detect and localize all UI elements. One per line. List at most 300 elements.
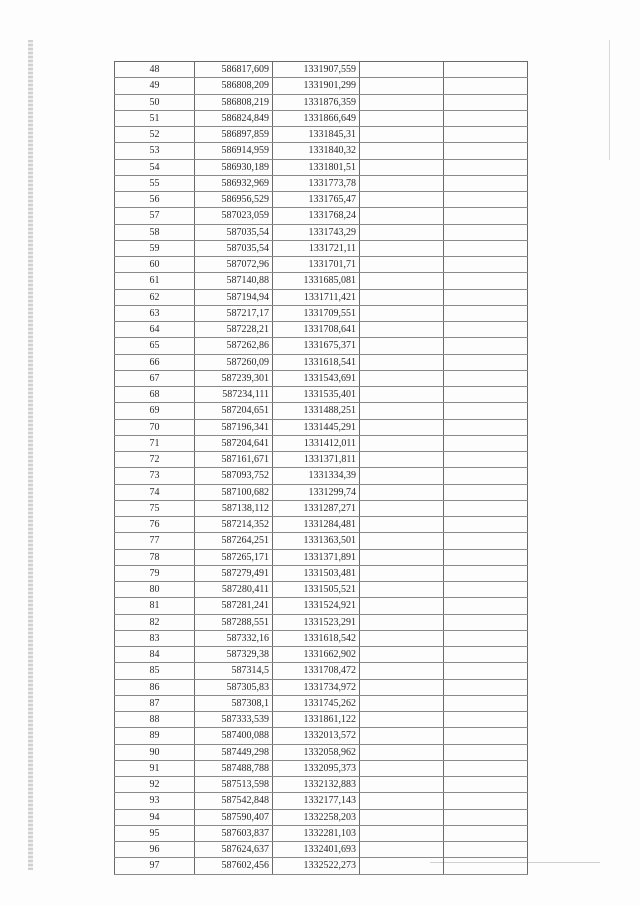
x-coordinate-cell: 587308,1 xyxy=(195,695,273,711)
empty-cell xyxy=(360,159,444,175)
point-number-cell: 73 xyxy=(115,468,195,484)
x-coordinate-cell: 586932,969 xyxy=(195,175,273,191)
y-coordinate-cell: 1331503,481 xyxy=(273,565,360,581)
empty-cell xyxy=(444,533,528,549)
point-number-cell: 96 xyxy=(115,842,195,858)
point-number-cell: 97 xyxy=(115,858,195,874)
y-coordinate-cell: 1331701,71 xyxy=(273,257,360,273)
x-coordinate-cell: 587072,96 xyxy=(195,257,273,273)
y-coordinate-cell: 1331524,921 xyxy=(273,598,360,614)
empty-cell xyxy=(360,728,444,744)
x-coordinate-cell: 587264,251 xyxy=(195,533,273,549)
empty-cell xyxy=(444,695,528,711)
point-number-cell: 95 xyxy=(115,825,195,841)
empty-cell xyxy=(360,338,444,354)
table-row xyxy=(115,257,528,273)
point-number-cell: 94 xyxy=(115,809,195,825)
y-coordinate-cell: 1331743,29 xyxy=(273,224,360,240)
point-number-cell: 53 xyxy=(115,143,195,159)
x-coordinate-cell: 587288,551 xyxy=(195,614,273,630)
table-row xyxy=(115,484,528,500)
empty-cell xyxy=(444,468,528,484)
table-row xyxy=(115,94,528,110)
y-coordinate-cell: 1331618,541 xyxy=(273,354,360,370)
table-row xyxy=(115,614,528,630)
table-row xyxy=(115,403,528,419)
point-number-cell: 77 xyxy=(115,533,195,549)
point-number-cell: 63 xyxy=(115,305,195,321)
point-number-cell: 74 xyxy=(115,484,195,500)
empty-cell xyxy=(360,289,444,305)
y-coordinate-cell: 1331618,542 xyxy=(273,630,360,646)
empty-cell xyxy=(444,419,528,435)
x-coordinate-cell: 587161,671 xyxy=(195,452,273,468)
table-row xyxy=(115,565,528,581)
empty-cell xyxy=(360,484,444,500)
empty-cell xyxy=(444,62,528,78)
table-row xyxy=(115,695,528,711)
x-coordinate-cell: 587100,682 xyxy=(195,484,273,500)
x-coordinate-cell: 587138,112 xyxy=(195,500,273,516)
empty-cell xyxy=(444,630,528,646)
table-row xyxy=(115,322,528,338)
empty-cell xyxy=(360,435,444,451)
empty-cell xyxy=(444,679,528,695)
x-coordinate-cell: 587513,598 xyxy=(195,777,273,793)
empty-cell xyxy=(360,468,444,484)
x-coordinate-cell: 586897,859 xyxy=(195,127,273,143)
empty-cell xyxy=(360,403,444,419)
x-coordinate-cell: 587400,088 xyxy=(195,728,273,744)
empty-cell xyxy=(444,78,528,94)
empty-cell xyxy=(444,728,528,744)
y-coordinate-cell: 1331866,649 xyxy=(273,110,360,126)
y-coordinate-cell: 1331721,11 xyxy=(273,240,360,256)
table-row xyxy=(115,127,528,143)
table-row xyxy=(115,549,528,565)
table-row xyxy=(115,387,528,403)
point-number-cell: 55 xyxy=(115,175,195,191)
y-coordinate-cell: 1331907,559 xyxy=(273,62,360,78)
point-number-cell: 87 xyxy=(115,695,195,711)
point-number-cell: 67 xyxy=(115,370,195,386)
x-coordinate-cell: 587449,298 xyxy=(195,744,273,760)
empty-cell xyxy=(444,289,528,305)
point-number-cell: 61 xyxy=(115,273,195,289)
empty-cell xyxy=(444,484,528,500)
table-row xyxy=(115,598,528,614)
empty-cell xyxy=(360,387,444,403)
empty-cell xyxy=(444,760,528,776)
point-number-cell: 58 xyxy=(115,224,195,240)
y-coordinate-cell: 1331675,371 xyxy=(273,338,360,354)
table-row xyxy=(115,760,528,776)
empty-cell xyxy=(444,809,528,825)
y-coordinate-cell: 1331840,32 xyxy=(273,143,360,159)
table-row xyxy=(115,159,528,175)
table-row xyxy=(115,419,528,435)
empty-cell xyxy=(360,809,444,825)
x-coordinate-cell: 586914,959 xyxy=(195,143,273,159)
empty-cell xyxy=(360,305,444,321)
table-row xyxy=(115,354,528,370)
y-coordinate-cell: 1331488,251 xyxy=(273,403,360,419)
table-row xyxy=(115,663,528,679)
point-number-cell: 91 xyxy=(115,760,195,776)
empty-cell xyxy=(360,192,444,208)
y-coordinate-cell: 1332177,143 xyxy=(273,793,360,809)
table-row xyxy=(115,809,528,825)
point-number-cell: 48 xyxy=(115,62,195,78)
point-number-cell: 90 xyxy=(115,744,195,760)
table-row xyxy=(115,289,528,305)
empty-cell xyxy=(360,110,444,126)
x-coordinate-cell: 587590,407 xyxy=(195,809,273,825)
empty-cell xyxy=(360,257,444,273)
table-row xyxy=(115,78,528,94)
y-coordinate-cell: 1331662,902 xyxy=(273,647,360,663)
empty-cell xyxy=(360,208,444,224)
y-coordinate-cell: 1331876,359 xyxy=(273,94,360,110)
y-coordinate-cell: 1331284,481 xyxy=(273,517,360,533)
empty-cell xyxy=(360,354,444,370)
x-coordinate-cell: 586817,609 xyxy=(195,62,273,78)
point-number-cell: 59 xyxy=(115,240,195,256)
point-number-cell: 52 xyxy=(115,127,195,143)
table-row xyxy=(115,240,528,256)
point-number-cell: 49 xyxy=(115,78,195,94)
table-row xyxy=(115,630,528,646)
coordinates-table xyxy=(114,61,528,875)
point-number-cell: 82 xyxy=(115,614,195,630)
table-row xyxy=(115,305,528,321)
y-coordinate-cell: 1331287,271 xyxy=(273,500,360,516)
empty-cell xyxy=(444,192,528,208)
empty-cell xyxy=(360,94,444,110)
table-row xyxy=(115,224,528,240)
empty-cell xyxy=(444,273,528,289)
empty-cell xyxy=(360,695,444,711)
table-row xyxy=(115,452,528,468)
x-coordinate-cell: 587228,21 xyxy=(195,322,273,338)
point-number-cell: 88 xyxy=(115,712,195,728)
x-coordinate-cell: 587196,341 xyxy=(195,419,273,435)
table-row xyxy=(115,728,528,744)
empty-cell xyxy=(444,208,528,224)
y-coordinate-cell: 1331765,47 xyxy=(273,192,360,208)
point-number-cell: 54 xyxy=(115,159,195,175)
empty-cell xyxy=(360,500,444,516)
empty-cell xyxy=(360,598,444,614)
table-row xyxy=(115,468,528,484)
x-coordinate-cell: 587332,16 xyxy=(195,630,273,646)
empty-cell xyxy=(360,663,444,679)
point-number-cell: 81 xyxy=(115,598,195,614)
empty-cell xyxy=(444,452,528,468)
empty-cell xyxy=(444,305,528,321)
table-row xyxy=(115,744,528,760)
x-coordinate-cell: 587488,788 xyxy=(195,760,273,776)
table-row xyxy=(115,62,528,78)
scan-shadow-left xyxy=(28,40,33,870)
empty-cell xyxy=(360,175,444,191)
y-coordinate-cell: 1331445,291 xyxy=(273,419,360,435)
empty-cell xyxy=(444,159,528,175)
x-coordinate-cell: 587035,54 xyxy=(195,224,273,240)
y-coordinate-cell: 1331711,421 xyxy=(273,289,360,305)
point-number-cell: 56 xyxy=(115,192,195,208)
point-number-cell: 80 xyxy=(115,582,195,598)
table-row xyxy=(115,517,528,533)
x-coordinate-cell: 587279,491 xyxy=(195,565,273,581)
point-number-cell: 72 xyxy=(115,452,195,468)
point-number-cell: 83 xyxy=(115,630,195,646)
x-coordinate-cell: 586956,529 xyxy=(195,192,273,208)
empty-cell xyxy=(444,387,528,403)
y-coordinate-cell: 1332522,273 xyxy=(273,858,360,874)
y-coordinate-cell: 1331371,891 xyxy=(273,549,360,565)
x-coordinate-cell: 587265,171 xyxy=(195,549,273,565)
empty-cell xyxy=(360,273,444,289)
empty-cell xyxy=(444,582,528,598)
table-row xyxy=(115,175,528,191)
point-number-cell: 71 xyxy=(115,435,195,451)
empty-cell xyxy=(444,403,528,419)
empty-cell xyxy=(444,842,528,858)
empty-cell xyxy=(444,224,528,240)
table-row xyxy=(115,435,528,451)
table-row xyxy=(115,533,528,549)
y-coordinate-cell: 1331745,262 xyxy=(273,695,360,711)
empty-cell xyxy=(360,62,444,78)
empty-cell xyxy=(444,240,528,256)
table-row xyxy=(115,143,528,159)
empty-cell xyxy=(444,338,528,354)
empty-cell xyxy=(360,842,444,858)
empty-cell xyxy=(360,793,444,809)
x-coordinate-cell: 586824,849 xyxy=(195,110,273,126)
empty-cell xyxy=(360,614,444,630)
table-row xyxy=(115,647,528,663)
empty-cell xyxy=(444,110,528,126)
empty-cell xyxy=(444,777,528,793)
point-number-cell: 66 xyxy=(115,354,195,370)
x-coordinate-cell: 587314,5 xyxy=(195,663,273,679)
y-coordinate-cell: 1331299,74 xyxy=(273,484,360,500)
empty-cell xyxy=(360,419,444,435)
x-coordinate-cell: 587624,637 xyxy=(195,842,273,858)
empty-cell xyxy=(360,517,444,533)
table-row xyxy=(115,273,528,289)
empty-cell xyxy=(360,224,444,240)
y-coordinate-cell: 1331768,24 xyxy=(273,208,360,224)
point-number-cell: 69 xyxy=(115,403,195,419)
empty-cell xyxy=(444,127,528,143)
x-coordinate-cell: 587281,241 xyxy=(195,598,273,614)
empty-cell xyxy=(360,679,444,695)
y-coordinate-cell: 1332401,693 xyxy=(273,842,360,858)
empty-cell xyxy=(360,240,444,256)
empty-cell xyxy=(360,760,444,776)
x-coordinate-cell: 587194,94 xyxy=(195,289,273,305)
y-coordinate-cell: 1331901,299 xyxy=(273,78,360,94)
x-coordinate-cell: 587329,38 xyxy=(195,647,273,663)
empty-cell xyxy=(360,533,444,549)
point-number-cell: 57 xyxy=(115,208,195,224)
y-coordinate-cell: 1331685,081 xyxy=(273,273,360,289)
table-row xyxy=(115,842,528,858)
point-number-cell: 78 xyxy=(115,549,195,565)
x-coordinate-cell: 586808,209 xyxy=(195,78,273,94)
y-coordinate-cell: 1331734,972 xyxy=(273,679,360,695)
x-coordinate-cell: 586930,189 xyxy=(195,159,273,175)
empty-cell xyxy=(360,582,444,598)
y-coordinate-cell: 1331412,011 xyxy=(273,435,360,451)
empty-cell xyxy=(444,435,528,451)
empty-cell xyxy=(360,712,444,728)
point-number-cell: 64 xyxy=(115,322,195,338)
y-coordinate-cell: 1331334,39 xyxy=(273,468,360,484)
x-coordinate-cell: 587602,456 xyxy=(195,858,273,874)
empty-cell xyxy=(444,354,528,370)
y-coordinate-cell: 1331709,551 xyxy=(273,305,360,321)
y-coordinate-cell: 1331708,472 xyxy=(273,663,360,679)
table-row xyxy=(115,858,528,874)
table-row xyxy=(115,582,528,598)
y-coordinate-cell: 1331801,51 xyxy=(273,159,360,175)
empty-cell xyxy=(360,452,444,468)
y-coordinate-cell: 1331773,78 xyxy=(273,175,360,191)
point-number-cell: 65 xyxy=(115,338,195,354)
table-row xyxy=(115,712,528,728)
empty-cell xyxy=(360,143,444,159)
y-coordinate-cell: 1331543,691 xyxy=(273,370,360,386)
point-number-cell: 93 xyxy=(115,793,195,809)
table-row xyxy=(115,110,528,126)
x-coordinate-cell: 587234,111 xyxy=(195,387,273,403)
empty-cell xyxy=(360,127,444,143)
table-row xyxy=(115,793,528,809)
y-coordinate-cell: 1331523,291 xyxy=(273,614,360,630)
x-coordinate-cell: 587280,411 xyxy=(195,582,273,598)
x-coordinate-cell: 587262,86 xyxy=(195,338,273,354)
y-coordinate-cell: 1332281,103 xyxy=(273,825,360,841)
point-number-cell: 62 xyxy=(115,289,195,305)
x-coordinate-cell: 587093,752 xyxy=(195,468,273,484)
x-coordinate-cell: 587204,641 xyxy=(195,435,273,451)
empty-cell xyxy=(444,549,528,565)
table-row xyxy=(115,679,528,695)
x-coordinate-cell: 587333,539 xyxy=(195,712,273,728)
empty-cell xyxy=(360,647,444,663)
empty-cell xyxy=(444,175,528,191)
empty-cell xyxy=(360,565,444,581)
empty-cell xyxy=(360,370,444,386)
empty-cell xyxy=(444,614,528,630)
empty-cell xyxy=(444,322,528,338)
table-row xyxy=(115,208,528,224)
empty-cell xyxy=(444,647,528,663)
y-coordinate-cell: 1332095,373 xyxy=(273,760,360,776)
point-number-cell: 84 xyxy=(115,647,195,663)
y-coordinate-cell: 1331505,521 xyxy=(273,582,360,598)
y-coordinate-cell: 1331845,31 xyxy=(273,127,360,143)
empty-cell xyxy=(444,517,528,533)
table-row xyxy=(115,825,528,841)
empty-cell xyxy=(360,549,444,565)
empty-cell xyxy=(444,858,528,874)
x-coordinate-cell: 587035,54 xyxy=(195,240,273,256)
x-coordinate-cell: 587217,17 xyxy=(195,305,273,321)
point-number-cell: 70 xyxy=(115,419,195,435)
table-row xyxy=(115,370,528,386)
empty-cell xyxy=(444,793,528,809)
coordinates-table-body xyxy=(115,62,528,875)
empty-cell xyxy=(444,663,528,679)
empty-cell xyxy=(444,712,528,728)
scan-shadow-right xyxy=(609,40,610,160)
x-coordinate-cell: 587603,837 xyxy=(195,825,273,841)
empty-cell xyxy=(360,78,444,94)
x-coordinate-cell: 586808,219 xyxy=(195,94,273,110)
x-coordinate-cell: 587214,352 xyxy=(195,517,273,533)
x-coordinate-cell: 587239,301 xyxy=(195,370,273,386)
point-number-cell: 60 xyxy=(115,257,195,273)
empty-cell xyxy=(444,744,528,760)
y-coordinate-cell: 1331363,501 xyxy=(273,533,360,549)
table-row xyxy=(115,500,528,516)
empty-cell xyxy=(444,565,528,581)
point-number-cell: 79 xyxy=(115,565,195,581)
empty-cell xyxy=(360,825,444,841)
x-coordinate-cell: 587140,88 xyxy=(195,273,273,289)
empty-cell xyxy=(444,370,528,386)
empty-cell xyxy=(444,500,528,516)
x-coordinate-cell: 587542,848 xyxy=(195,793,273,809)
x-coordinate-cell: 587023,059 xyxy=(195,208,273,224)
empty-cell xyxy=(444,598,528,614)
point-number-cell: 75 xyxy=(115,500,195,516)
table-row xyxy=(115,338,528,354)
empty-cell xyxy=(360,744,444,760)
y-coordinate-cell: 1332132,883 xyxy=(273,777,360,793)
empty-cell xyxy=(444,94,528,110)
empty-cell xyxy=(444,143,528,159)
y-coordinate-cell: 1331371,811 xyxy=(273,452,360,468)
x-coordinate-cell: 587260,09 xyxy=(195,354,273,370)
empty-cell xyxy=(360,630,444,646)
empty-cell xyxy=(444,257,528,273)
y-coordinate-cell: 1331708,641 xyxy=(273,322,360,338)
point-number-cell: 50 xyxy=(115,94,195,110)
empty-cell xyxy=(360,322,444,338)
empty-cell xyxy=(360,777,444,793)
point-number-cell: 76 xyxy=(115,517,195,533)
y-coordinate-cell: 1332258,203 xyxy=(273,809,360,825)
point-number-cell: 86 xyxy=(115,679,195,695)
point-number-cell: 51 xyxy=(115,110,195,126)
empty-cell xyxy=(360,858,444,874)
point-number-cell: 89 xyxy=(115,728,195,744)
y-coordinate-cell: 1331861,122 xyxy=(273,712,360,728)
point-number-cell: 85 xyxy=(115,663,195,679)
y-coordinate-cell: 1332058,962 xyxy=(273,744,360,760)
point-number-cell: 92 xyxy=(115,777,195,793)
x-coordinate-cell: 587305,83 xyxy=(195,679,273,695)
x-coordinate-cell: 587204,651 xyxy=(195,403,273,419)
y-coordinate-cell: 1332013,572 xyxy=(273,728,360,744)
table-row xyxy=(115,192,528,208)
